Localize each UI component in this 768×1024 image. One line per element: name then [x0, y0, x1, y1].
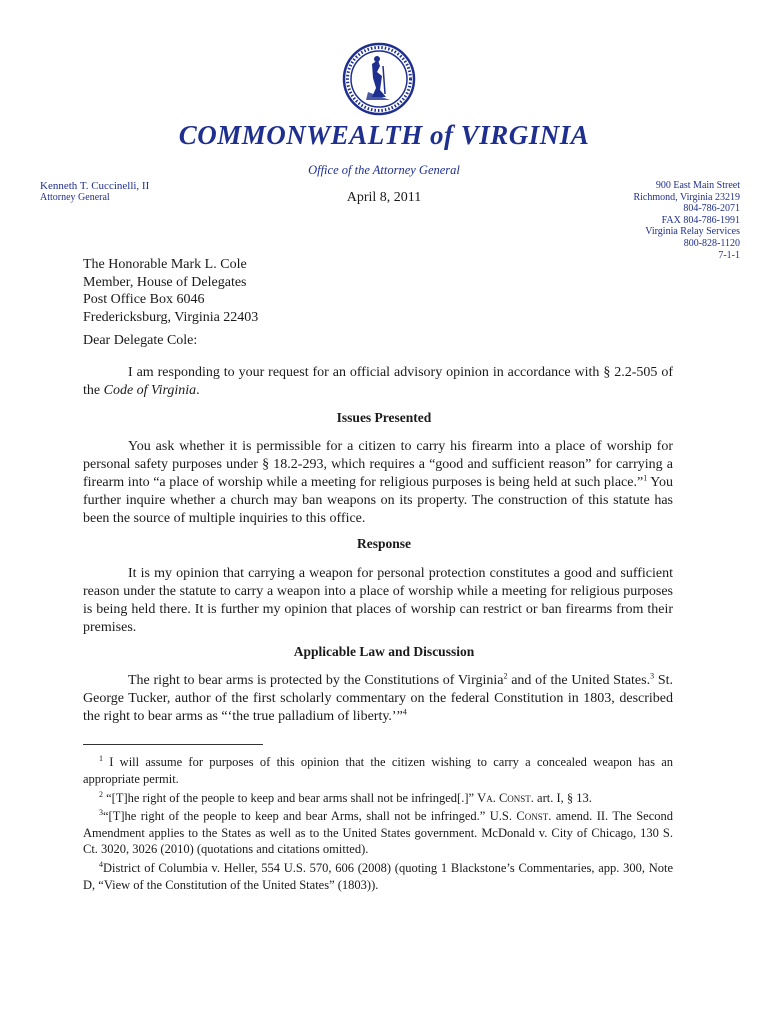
address-line: FAX 804-786-1991 — [661, 214, 740, 226]
footnote-text: “[T]he right of the people to keep and bear arms shall not be infringed[.]” — [103, 791, 478, 805]
issues-paragraph — [83, 438, 673, 528]
recipient-line: Post Office Box 6046 — [83, 292, 205, 307]
footnote-ref: 3 — [650, 671, 655, 681]
response-paragraph — [83, 565, 673, 637]
footnote-2 — [83, 790, 673, 807]
address-line: 804-786-2071 — [683, 203, 740, 215]
footnote-cite: U.S. Const. — [489, 809, 552, 823]
office-name: Office of the Attorney General — [308, 163, 460, 177]
recipient-line: The Honorable Mark L. Cole — [83, 257, 247, 272]
footnote-text: I will assume for purposes of this opinion that the citizen wishing to carry a concealed weapon has an appropriate permit. — [83, 755, 673, 786]
code-of-virginia: Code of Virginia — [103, 383, 197, 398]
response-text: It is my opinion that carrying a weapon for personal protection constitutes a good and sufficient reason under the statute to carry a weapon into a place of worship while a meeting for religious purposes is being held there. It is further my opinion that places of worship can restrict or ban firearms from their premises. — [83, 566, 673, 635]
heading-issues: Issues Presented — [336, 410, 432, 425]
footnote-num: 2 — [99, 789, 103, 799]
recipient-line: Fredericksburg, Virginia 22403 — [83, 309, 259, 325]
issues-text-2: You further inquire whether a church may ban weapons on its property. The construction of this statute has been the source of multiple inquiries to this office. — [83, 475, 673, 526]
office-address — [633, 180, 740, 261]
footnote-3 — [83, 808, 673, 858]
virginia-state-seal-icon — [342, 42, 416, 116]
footnote-divider — [83, 744, 263, 745]
heading-discussion: Applicable Law and Discussion — [293, 644, 475, 659]
footnote-text: District of Columbia v. Heller, 554 U.S. 570, 606 (2008) (quoting 1 Blackstone’s Commentaries, app. 300, Note D, “View of the Constitution of the United States” (1803)). — [83, 861, 673, 892]
footnote-ref: 4 — [402, 707, 407, 717]
discussion-text: The right to bear arms is protected by the Constitutions of Virginia — [128, 673, 504, 688]
address-line: 800-828-1120 — [683, 237, 740, 249]
footnote-4 — [83, 860, 673, 893]
discussion-paragraph — [83, 672, 673, 726]
address-line: 7-1-1 — [718, 249, 740, 261]
footnote-text: “[T]he right of the people to keep and bear Arms, shall not be infringed.” — [103, 809, 490, 823]
attorney-general-name: Kenneth T. Cuccinelli, II — [40, 180, 150, 192]
footnote-num: 4 — [99, 859, 103, 869]
footnote-num: 1 — [99, 753, 103, 763]
address-line: Richmond, Virginia 23219 — [633, 191, 740, 203]
attorney-general-title: Attorney General — [40, 192, 110, 203]
letterhead-title: COMMONWEALTH of VIRGINIA — [178, 120, 590, 150]
discussion-text-2: and of the United States. — [507, 673, 651, 688]
intro-paragraph — [83, 364, 673, 400]
recipient-line: Member, House of Delegates — [83, 274, 247, 290]
salutation: Dear Delegate Cole: — [83, 333, 198, 348]
letter-date: April 8, 2011 — [346, 190, 422, 205]
intro-end: . — [196, 383, 200, 398]
footnote-1 — [83, 754, 673, 787]
discussion-text-3: St. George Tucker, author of the first scholarly commentary on the federal Constitution in 1803, described the right to bear arms as “‘the true palladium of liberty.’” — [83, 673, 674, 724]
address-line: Virginia Relay Services — [645, 226, 740, 238]
intro-text: I am responding to your request for an official advisory opinion in accordance with § 2.2-505 of the — [83, 365, 673, 398]
recipient-block — [83, 256, 258, 326]
address-line: 900 East Main Street — [655, 180, 740, 191]
issues-text: You ask whether it is permissible for a citizen to carry his firearm into a place of worship for personal safety purposes under § 18.2-293, which requires a “good and sufficient reason” for carrying a firearm into “a place of worship while a meeting for religious purposes is being held at such place.” — [83, 439, 673, 490]
footnote-ref: 1 — [643, 473, 648, 483]
footnote-cite: Va. Const. — [477, 791, 534, 805]
heading-response: Response — [356, 536, 411, 551]
footnote-tail: art. I, § 13. — [533, 791, 592, 805]
footnote-num: 3 — [99, 807, 103, 817]
footnote-ref: 2 — [503, 671, 508, 681]
footnote-tail: amend. II. The Second Amendment applies to the States as well as to the United States government. McDonald v. City of Chicago, 130 S. Ct. 3020, 3026 (2010) (quotations and citations omitted). — [83, 809, 673, 856]
